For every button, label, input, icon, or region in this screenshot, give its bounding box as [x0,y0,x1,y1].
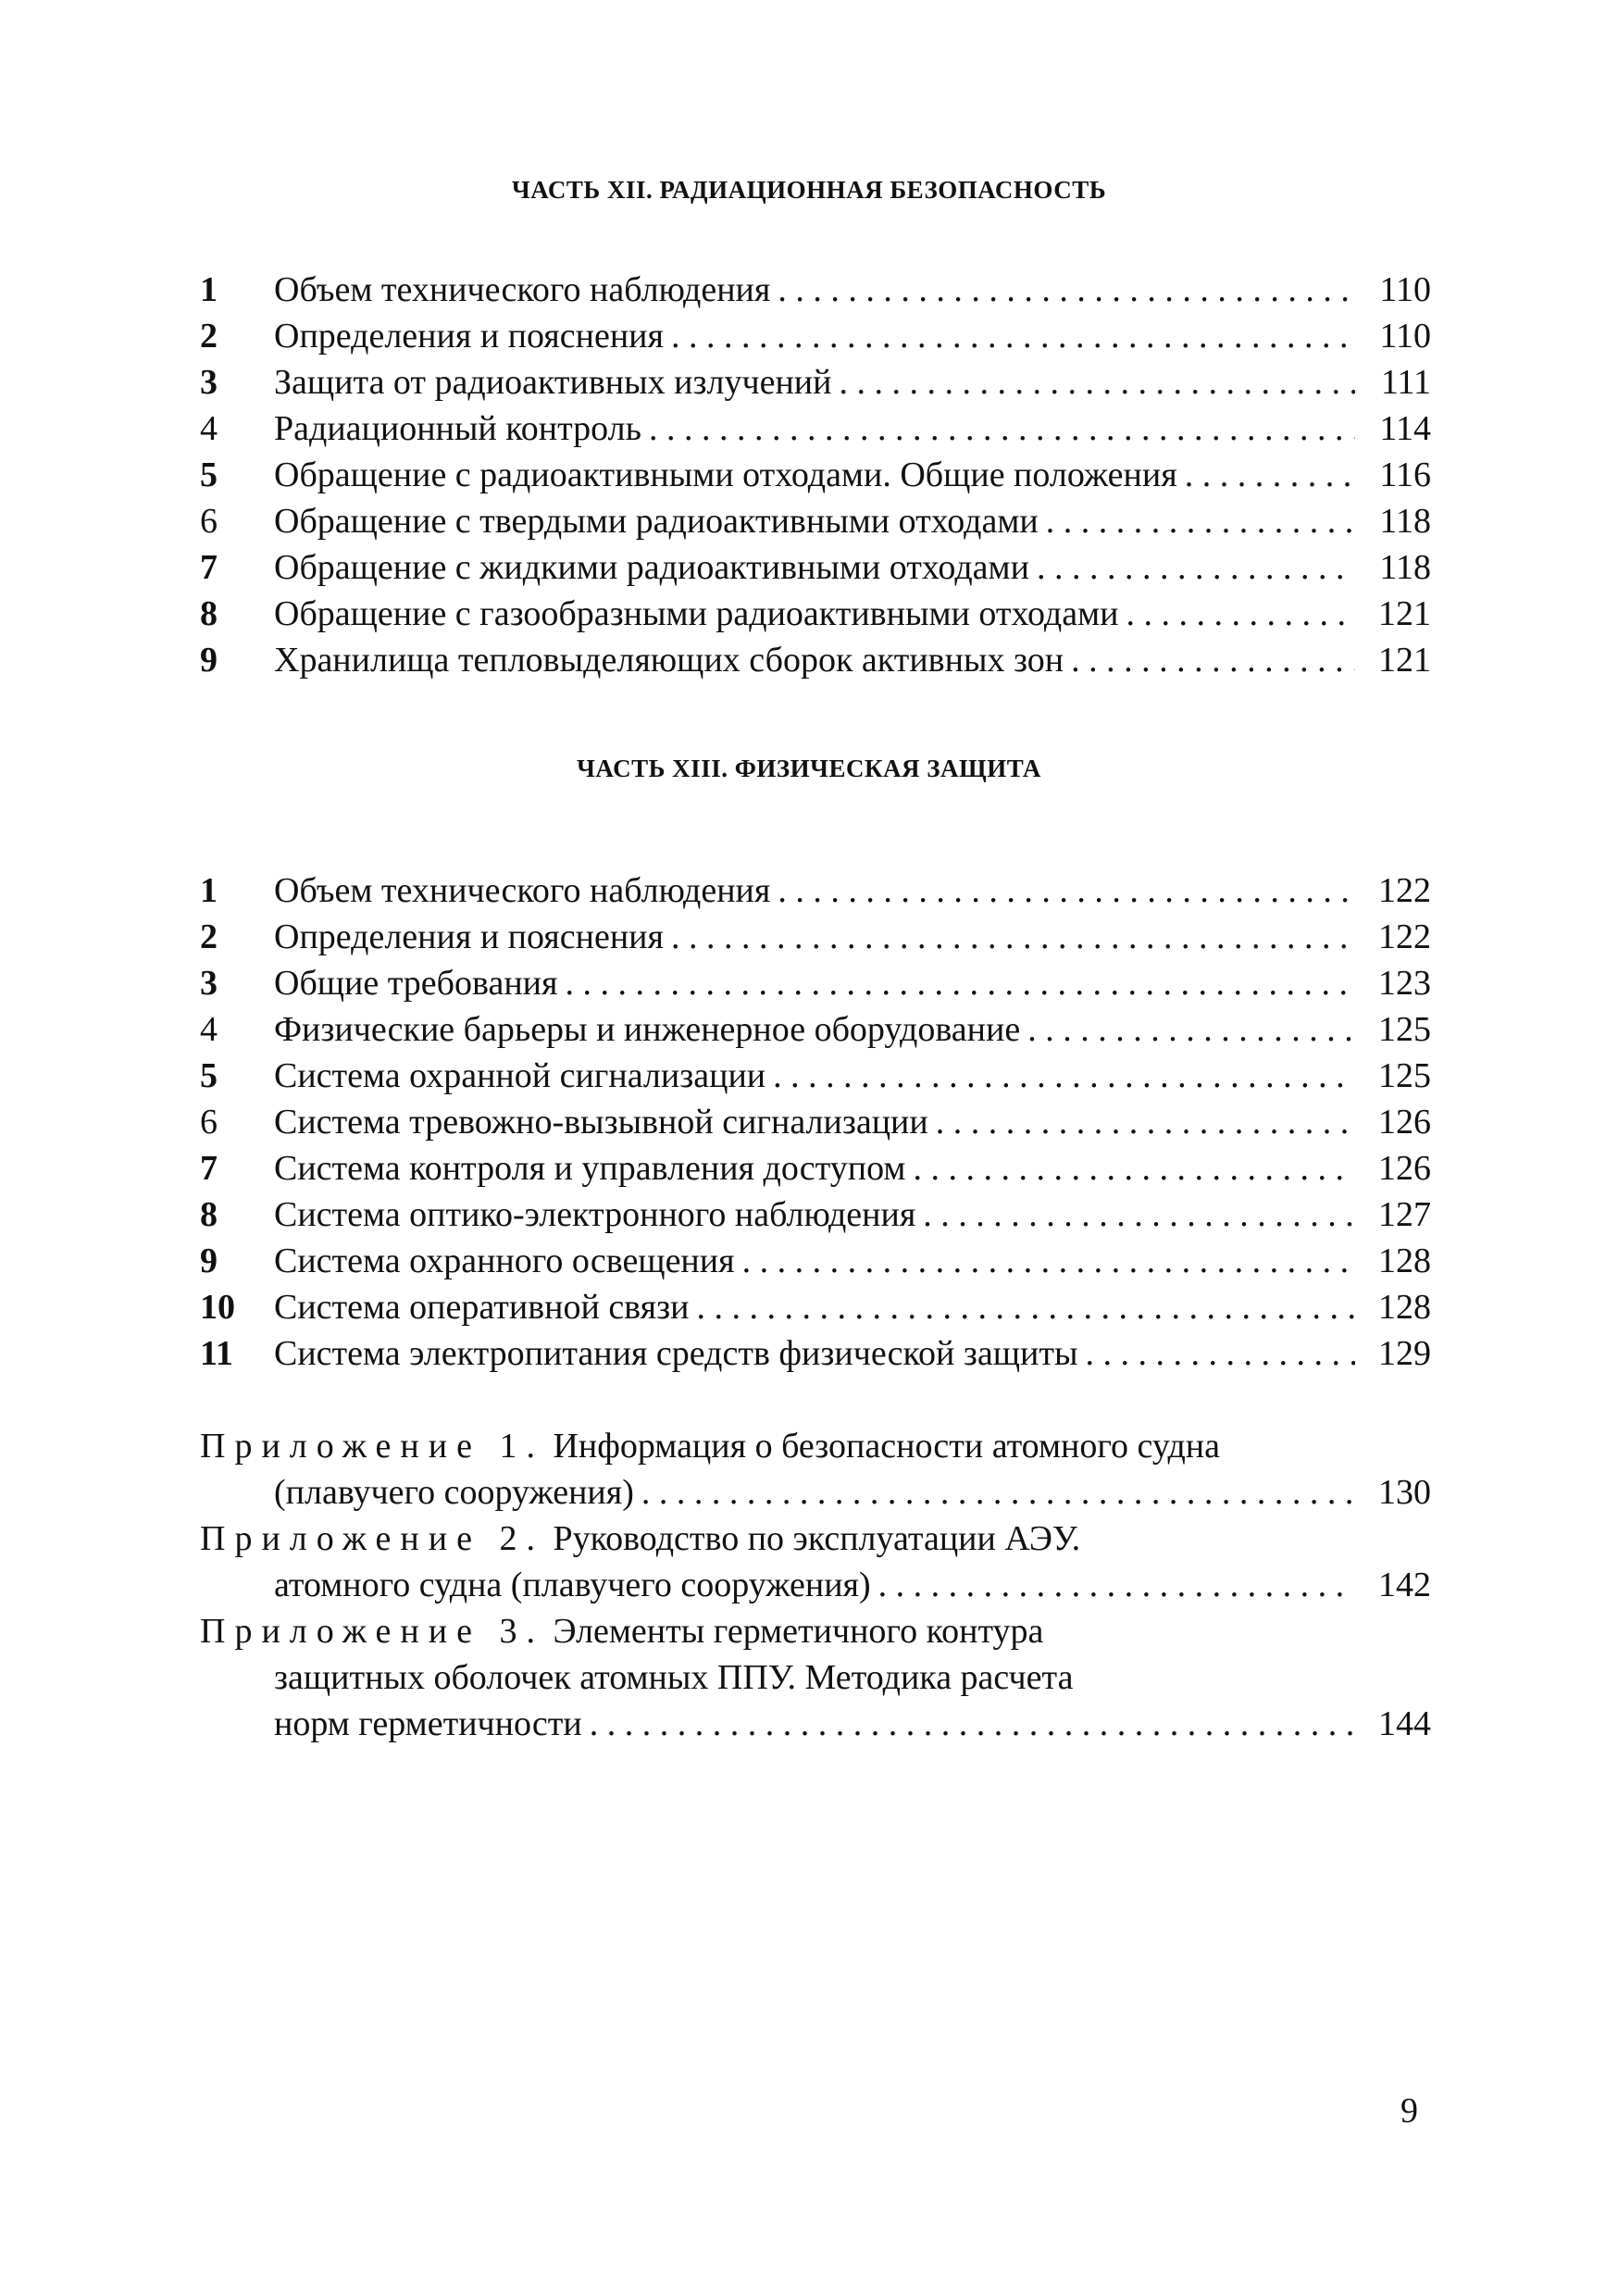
entry-number: 4 [200,409,218,448]
entry-number: 7 [200,1149,218,1188]
entry-title: Физические барьеры и инженерное оборудование [274,1010,1021,1049]
page-number: 9 [1400,2091,1418,2130]
dot-leader [923,1192,1355,1238]
entry-page: 128 [1378,1242,1431,1280]
entry-page: 121 [1378,594,1431,633]
entry-page: 122 [1378,917,1431,956]
dot-leader [878,1562,1355,1608]
entry-page: 110 [1379,317,1431,356]
toc-entry[interactable] [200,359,1431,406]
entry-number: 6 [200,502,218,541]
appendix-page: 144 [1378,1704,1431,1743]
appendix-label: Приложение 2. [200,1519,544,1558]
appendix-title-line: Элементы герметичного контура [553,1612,1044,1651]
entry-number: 8 [200,594,218,633]
entry-number: 10 [200,1288,235,1327]
entry-page: 129 [1378,1334,1431,1373]
entry-title: Обращение с твердыми радиоактивными отходами [274,502,1039,541]
entry-title: Объем технического наблюдения [274,270,771,309]
entry-page: 111 [1380,363,1431,402]
toc-entry[interactable] [200,1192,1431,1238]
entry-number: 11 [200,1334,233,1373]
dot-leader [590,1701,1355,1747]
appendix-label: Приложение 1. [200,1427,544,1466]
dot-leader [1071,637,1355,683]
appendix-title-line: защитных оболочек атомных ППУ. Методика расчета [274,1658,1074,1697]
entry-number: 2 [200,917,218,956]
dot-leader [696,1284,1355,1330]
entry-number: 1 [200,871,218,910]
entry-title: Обращение с газообразными радиоактивными отходами [274,594,1119,633]
appendix-title-line: Информация о безопасности атомного судна [553,1427,1220,1466]
entry-number: 4 [200,1010,218,1049]
entry-title: Обращение с радиоактивными отходами. Общие положения [274,455,1177,494]
dot-leader [641,1469,1355,1516]
toc-entry[interactable] [200,1099,1431,1145]
entry-page: 128 [1378,1288,1431,1327]
entry-number: 5 [200,455,218,494]
entry-number: 3 [200,363,218,402]
entry-number: 7 [200,548,218,587]
entry-number: 1 [200,270,218,309]
dot-leader [565,960,1355,1006]
entry-page: 123 [1378,964,1431,1003]
dot-leader [778,867,1355,914]
entry-title: Определения и пояснения [274,917,664,956]
appendix-title-line: Руководство по эксплуатации АЭУ. [553,1519,1081,1558]
toc-entry[interactable] [200,867,1431,914]
entry-page: 110 [1379,270,1431,309]
entry-title: Определения и пояснения [274,317,664,356]
entry-title: Система охранной сигнализации [274,1056,766,1095]
dot-leader [773,1053,1355,1099]
entry-number: 6 [200,1103,218,1142]
entry-title: Система охранного освещения [274,1242,735,1280]
entry-title: Система тревожно-вызывной сигнализации [274,1103,928,1142]
toc-entry[interactable] [200,267,1431,313]
entry-number: 9 [200,1242,218,1280]
appendix-title-line: (плавучего сооружения) [274,1473,634,1512]
toc-entry[interactable] [200,637,1431,683]
entry-title: Защита от радиоактивных излучений [274,363,832,402]
toc-entry[interactable] [200,544,1431,591]
toc-entry[interactable] [200,591,1431,637]
appendix-label: Приложение 3. [200,1612,544,1651]
entry-title: Радиационный контроль [274,409,641,448]
entry-page: 126 [1378,1149,1431,1188]
entry-title: Хранилища тепловыделяющих сборок активных зон [274,641,1064,680]
dot-leader [1126,591,1355,637]
dot-leader [1185,452,1355,498]
dot-leader [1046,498,1355,544]
dot-leader [936,1099,1355,1145]
entry-page: 125 [1378,1010,1431,1049]
dot-leader [1027,1006,1355,1053]
toc-entry[interactable] [200,406,1431,452]
entry-number: 8 [200,1195,218,1234]
toc-entry[interactable] [200,313,1431,359]
part-13-toc [200,867,1431,1377]
entry-page: 121 [1378,641,1431,680]
appendices-toc [200,1423,1431,1747]
dot-leader [649,406,1355,452]
toc-entry[interactable] [200,452,1431,498]
entry-page: 118 [1379,502,1431,541]
appendix-title-line: норм герметичности [274,1704,582,1743]
dot-leader [671,313,1355,359]
entry-number: 5 [200,1056,218,1095]
entry-page: 125 [1378,1056,1431,1095]
dot-leader [671,914,1355,960]
entry-page: 127 [1378,1195,1431,1234]
entry-number: 2 [200,317,218,356]
entry-title: Объем технического наблюдения [274,871,771,910]
toc-entry[interactable] [200,1053,1431,1099]
entry-number: 3 [200,964,218,1003]
part-12-heading: ЧАСТЬ XII. РАДИАЦИОННАЯ БЕЗОПАСНОСТЬ [511,176,1107,204]
entry-title: Общие требования [274,964,558,1003]
entry-title: Система оперативной связи [274,1288,690,1327]
appendix-entry[interactable] [200,1608,1431,1747]
entry-title: Система электропитания средств физической защиты [274,1334,1078,1373]
entry-title: Обращение с жидкими радиоактивными отходами [274,548,1029,587]
toc-entry[interactable] [200,960,1431,1006]
entry-page: 118 [1379,548,1431,587]
dot-leader [778,267,1355,313]
toc-entry[interactable] [200,1006,1431,1053]
appendix-page: 130 [1378,1473,1431,1512]
entry-number: 9 [200,641,218,680]
entry-title: Система контроля и управления доступом [274,1149,906,1188]
appendix-title-line: атомного судна (плавучего сооружения) [274,1566,871,1604]
dot-leader [1037,544,1355,591]
entry-page: 126 [1378,1103,1431,1142]
toc-entry[interactable] [200,1284,1431,1330]
entry-page: 116 [1379,455,1431,494]
entry-page: 122 [1378,871,1431,910]
appendix-entry[interactable] [200,1516,1431,1608]
appendix-page: 142 [1378,1566,1431,1604]
appendix-entry[interactable] [200,1423,1431,1516]
entry-title: Система оптико-электронного наблюдения [274,1195,916,1234]
dot-leader [913,1145,1355,1192]
toc-entry[interactable] [200,1145,1431,1192]
entry-page: 114 [1379,409,1431,448]
part-13-heading: ЧАСТЬ XIII. ФИЗИЧЕСКАЯ ЗАЩИТА [577,755,1041,782]
toc-entry[interactable] [200,914,1431,960]
toc-entry[interactable] [200,498,1431,544]
dot-leader [742,1238,1355,1284]
dot-leader [839,359,1355,406]
toc-entry[interactable] [200,1238,1431,1284]
part-12-toc [200,267,1431,683]
toc-entry[interactable] [200,1330,1431,1377]
dot-leader [1085,1330,1355,1377]
